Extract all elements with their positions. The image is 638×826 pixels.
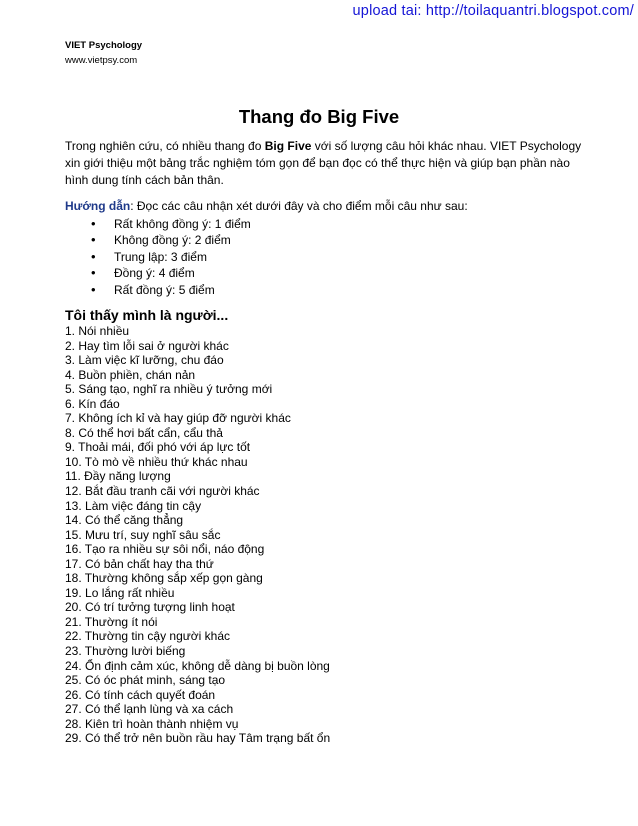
list-item: 25. Có óc phát minh, sáng tạo xyxy=(65,673,226,688)
list-item: 21. Thường ít nói xyxy=(65,614,158,629)
list-item: 13. Làm việc đáng tin cậy xyxy=(65,498,202,513)
list-item: 11. Đầy năng lượng xyxy=(65,469,171,484)
list-item: 4. Buồn phiền, chán nản xyxy=(65,367,196,382)
intro-text-after: với số lượng câu hỏi khác nhau. VIET Psychology xin giới thiệu một bảng trắc nghiệm tóm gọn để bạn đọc có thể thực hiện và giúp bạn phần nào hình dung tính cách bản thân. xyxy=(65,139,582,187)
brand-block xyxy=(65,38,142,68)
list-item: 17. Có bản chất hay tha thứ xyxy=(65,556,214,571)
list-item: 7. Không ích kỉ và hay giúp đỡ người khác xyxy=(65,411,291,426)
scale-list xyxy=(65,216,251,298)
instructions-label: Hướng dẫn xyxy=(65,199,131,213)
list-item: 23. Thường lười biếng xyxy=(65,644,186,659)
scale-item: • Trung lập: 3 điểm xyxy=(65,249,251,265)
list-item: 24. Ổn định cảm xúc, không dễ dàng bị buồn lòng xyxy=(65,658,330,673)
list-item: 12. Bắt đầu tranh cãi với người khác xyxy=(65,484,260,499)
list-item: 26. Có tính cách quyết đoán xyxy=(65,687,216,702)
intro-text-before: Trong nghiên cứu, có nhiều thang đo xyxy=(65,139,265,153)
list-item: 29. Có thể trở nên buồn rầu hay Tâm trạng bất ổn xyxy=(65,731,331,746)
upload-link[interactable]: upload tai: http://toilaquantri.blogspot.com/ xyxy=(352,3,634,19)
list-item: 15. Mưu trí, suy nghĩ sâu sắc xyxy=(65,527,221,542)
list-item: 9. Thoải mái, đối phó với áp lực tốt xyxy=(65,440,251,455)
list-item: 8. Có thể hơi bất cẩn, cẩu thả xyxy=(65,425,223,440)
list-item: 5. Sáng tạo, nghĩ ra nhiều ý tưởng mới xyxy=(65,382,273,397)
scale-item: • Không đồng ý: 2 điểm xyxy=(65,232,251,248)
page-title: Thang đo Big Five xyxy=(238,106,400,127)
list-item: 16. Tạo ra nhiều sự sôi nổi, náo động xyxy=(65,542,265,557)
scale-item: • Đồng ý: 4 điểm xyxy=(65,265,251,281)
list-item: 18. Thường không sắp xếp gọn gàng xyxy=(65,571,263,586)
list-item: 28. Kiên trì hoàn thành nhiệm vụ xyxy=(65,716,239,731)
list-item: 19. Lo lắng rất nhiều xyxy=(65,585,175,600)
list-item: 3. Làm việc kĩ lưỡng, chu đáo xyxy=(65,353,224,368)
list-item: 20. Có trí tưởng tượng linh hoạt xyxy=(65,600,235,615)
intro-paragraph xyxy=(65,138,585,189)
list-item: 6. Kín đáo xyxy=(65,396,120,411)
instructions-line xyxy=(65,198,585,215)
question-list xyxy=(65,324,330,746)
list-item: 2. Hay tìm lỗi sai ở người khác xyxy=(65,338,229,353)
list-item: 10. Tò mò về nhiều thứ khác nhau xyxy=(65,454,248,469)
list-item: 1. Nói nhiều xyxy=(65,324,130,338)
instructions-text: : Đọc các câu nhận xét dưới đây và cho điểm mỗi câu như sau: xyxy=(130,199,468,213)
section-subheading: Tôi thấy mình là người... xyxy=(65,307,229,323)
list-item: 22. Thường tin cậy người khác xyxy=(65,629,230,644)
list-item: 27. Có thể lạnh lùng và xa cách xyxy=(65,702,234,717)
scale-item: • Rất không đồng ý: 1 điểm xyxy=(65,216,251,232)
brand-url: www.vietpsy.com xyxy=(65,55,138,66)
brand-name: VIET Psychology xyxy=(65,40,143,51)
intro-bold-term: Big Five xyxy=(264,139,312,153)
list-item: 14. Có thể căng thẳng xyxy=(65,513,184,528)
scale-item: • Rất đồng ý: 5 điểm xyxy=(65,282,251,298)
